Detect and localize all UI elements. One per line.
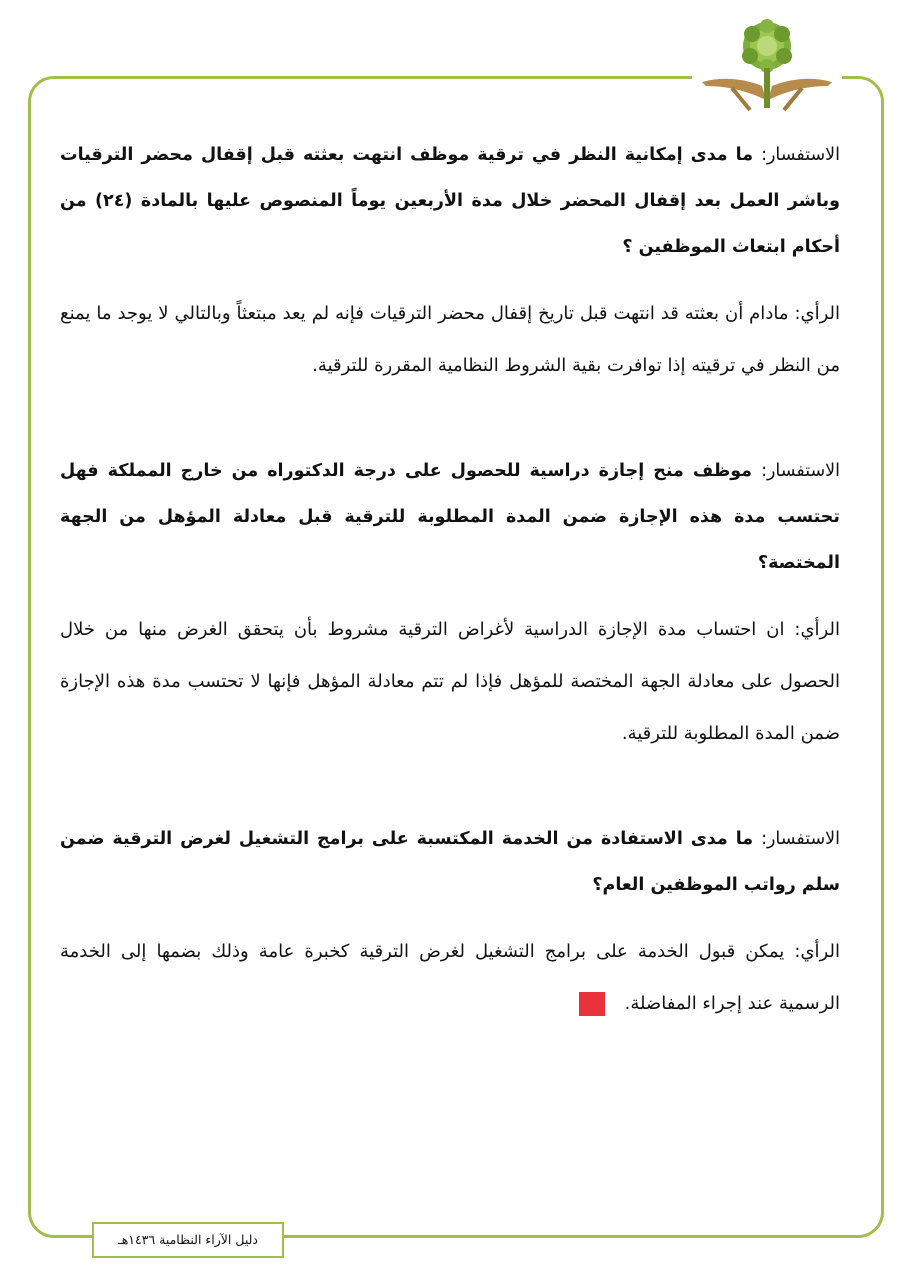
inquiry-3 — [60, 816, 840, 908]
opinion-label: الرأي: — [794, 303, 841, 324]
logo-emblem — [692, 6, 842, 114]
opinion-3 — [60, 926, 840, 1030]
opinion-label: الرأي: — [794, 941, 840, 962]
opinion-text: مادام أن بعثته قد انتهت قبل تاريخ إقفال محضر الترقيات فإنه لم يعد مبتعثاً وبالتالي لا يوجد ما يمنع من النظر في ترقيته إذا توافرت بقية الشروط النظامية المقررة للترقية. — [60, 303, 840, 376]
opinion-text: ان احتساب مدة الإجازة الدراسية لأغراض الترقية مشروط بأن يتحقق الغرض منها من خلال الحصول على معادلة الجهة المختصة للمؤهل فإذا لم تتم معادلة المؤهل فإنها لا تحتسب مدة هذه الإجازة ضمن المدة المطلوبة للترقية. — [60, 619, 840, 744]
document-body — [60, 132, 840, 1030]
inquiry-text: موظف منح إجازة دراسية للحصول على درجة الدكتوراه من خارج المملكة فهل تحتسب مدة هذه الإجازة ضمن المدة المطلوبة للترقية قبل معادلة المؤهل من الجهة المختصة؟ — [60, 461, 840, 573]
inquiry-1 — [60, 132, 840, 270]
inquiry-2 — [60, 448, 840, 586]
inquiry-label: الاستفسار: — [761, 145, 840, 165]
red-square-marker — [579, 992, 605, 1016]
opinion-2 — [60, 604, 840, 760]
inquiry-text: ما مدى إمكانية النظر في ترقية موظف انتهت بعثته قبل إقفال محضر الترقيات وباشر العمل بعد إقفال المحضر خلال مدة الأربعين يوماً المنصوص عليها بالمادة (٢٤) من أحكام ابتعاث الموظفين ؟ — [60, 145, 840, 257]
opinion-text: يمكن قبول الخدمة على برامج التشغيل لغرض الترقية كخبرة عامة وذلك بضمها إلى الخدمة الرسمية عند إجراء المفاضلة. — [60, 941, 840, 1014]
inquiry-label: الاستفسار: — [761, 461, 840, 481]
inquiry-label: الاستفسار: — [761, 829, 840, 849]
palm-emblem-icon — [702, 19, 832, 110]
opinion-label: الرأي: — [794, 619, 840, 640]
footer-label: دليل الآراء النظامية ١٤٣٦هـ — [92, 1222, 284, 1258]
opinion-1 — [60, 288, 840, 392]
inquiry-text: ما مدى الاستفادة من الخدمة المكتسبة على برامج التشغيل لغرض الترقية ضمن سلم رواتب الموظفين العام؟ — [60, 829, 840, 895]
